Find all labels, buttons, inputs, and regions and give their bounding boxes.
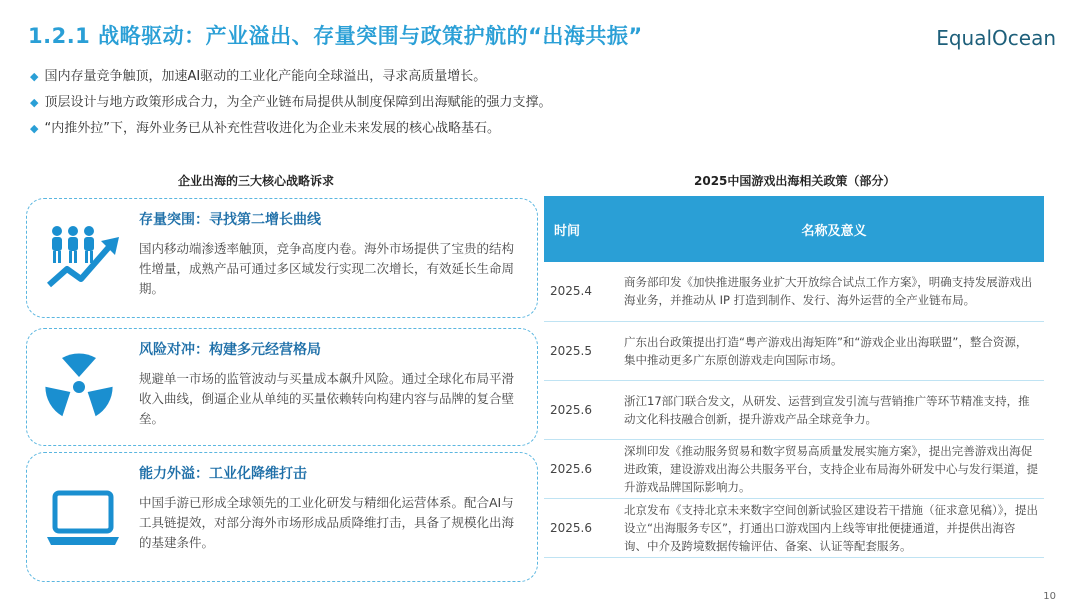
column-header-description: 名称及意义 [624, 196, 1044, 262]
bullet-item: ◆ 国内存量竞争触顶，加速AI驱动的工业化产能向全球溢出，寻求高质量增长。 [30, 64, 551, 90]
row-description: 浙江17部门联合发文，从研发、运营到宣发引流与营销推广等环节精准支持，推动文化科技融合创新，提升游戏产品全球竞争力。 [624, 380, 1044, 439]
diamond-icon: ◆ [30, 96, 39, 109]
policy-table [544, 196, 1044, 558]
diamond-icon: ◆ [30, 122, 39, 135]
table-row [544, 380, 1044, 439]
bullet-item: ◆ 顶层设计与地方政策形成合力，为全产业链布局提供从制度保障到出海赋能的强力支撑。 [30, 90, 551, 116]
card-body: 规避单一市场的监管波动与买量成本飙升风险。通过全球化布局平滑收入曲线，倒逼企业从单纯的买量依赖转向构建内容与品牌的复合壁垒。 [139, 371, 515, 426]
row-date: 2025.5 [544, 321, 624, 380]
bullet-item: ◆ “内推外拉”下，海外业务已从补充性营收进化为企业未来发展的核心战略基石。 [30, 116, 551, 142]
radiation-icon [43, 351, 123, 421]
strategy-card-growth [26, 198, 538, 318]
page-number: 10 [1043, 591, 1056, 602]
row-date: 2025.6 [544, 439, 624, 498]
row-description: 广东出台政策提出打造“粤产游戏出海矩阵”和“游戏企业出海联盟”，整合资源，集中推动更多广东原创游戏走向国际市场。 [624, 321, 1044, 380]
row-date: 2025.6 [544, 498, 624, 557]
right-section-heading: 2025中国游戏出海相关政策（部分） [694, 174, 896, 188]
card-body: 国内移动端渗透率触顶，竞争高度内卷。海外市场提供了宝贵的结构性增量，成熟产品可通过多区域发行实现二次增长，有效延长生命周期。 [139, 241, 515, 296]
diamond-icon: ◆ [30, 70, 39, 83]
laptop-icon [43, 485, 123, 555]
left-section-heading: 企业出海的三大核心战略诉求 [178, 174, 335, 188]
card-title: 能力外溢：工业化降维打击 [139, 466, 307, 482]
card-title: 风险对冲：构建多元经营格局 [139, 342, 321, 358]
growth-people-icon [43, 221, 123, 291]
column-header-date: 时间 [544, 196, 624, 262]
table-row [544, 498, 1044, 557]
table-row [544, 262, 1044, 321]
row-description: 商务部印发《加快推进服务业扩大开放综合试点工作方案》，明确支持发展游戏出海业务，并推动从 IP 打造到制作、发行、海外运营的全产业链布局。 [624, 262, 1044, 321]
row-date: 2025.6 [544, 380, 624, 439]
card-title: 存量突围：寻找第二增长曲线 [139, 212, 321, 228]
equalocean-logo: EqualOcean [936, 26, 1056, 50]
table-row [544, 321, 1044, 380]
table-row [544, 439, 1044, 498]
page-title: 1.2.1 战略驱动：产业溢出、存量突围与政策护航的“出海共振” [28, 24, 643, 48]
row-date: 2025.4 [544, 262, 624, 321]
card-body: 中国手游已形成全球领先的工业化研发与精细化运营体系。配合AI与工具链提效，对部分海外市场形成品质降维打击，具备了规模化出海的基建条件。 [139, 495, 515, 550]
row-description: 深圳印发《推动服务贸易和数字贸易高质量发展实施方案》，提出完善游戏出海促进政策，建设游戏出海公共服务平台，支持企业布局海外研发中心与发行渠道，提升游戏品牌国际影响力。 [624, 439, 1044, 498]
bullet-list [30, 64, 551, 142]
strategy-card-risk [26, 328, 538, 446]
row-description: 北京发布《支持北京未来数字空间创新试验区建设若干措施（征求意见稿）》，提出设立“出海服务专区”，打通出口游戏国内上线等审批便捷通道，并提供出海咨询、中介及跨境数据传输评估、备案、认证等配套服务。 [624, 498, 1044, 557]
strategy-card-capability [26, 452, 538, 582]
